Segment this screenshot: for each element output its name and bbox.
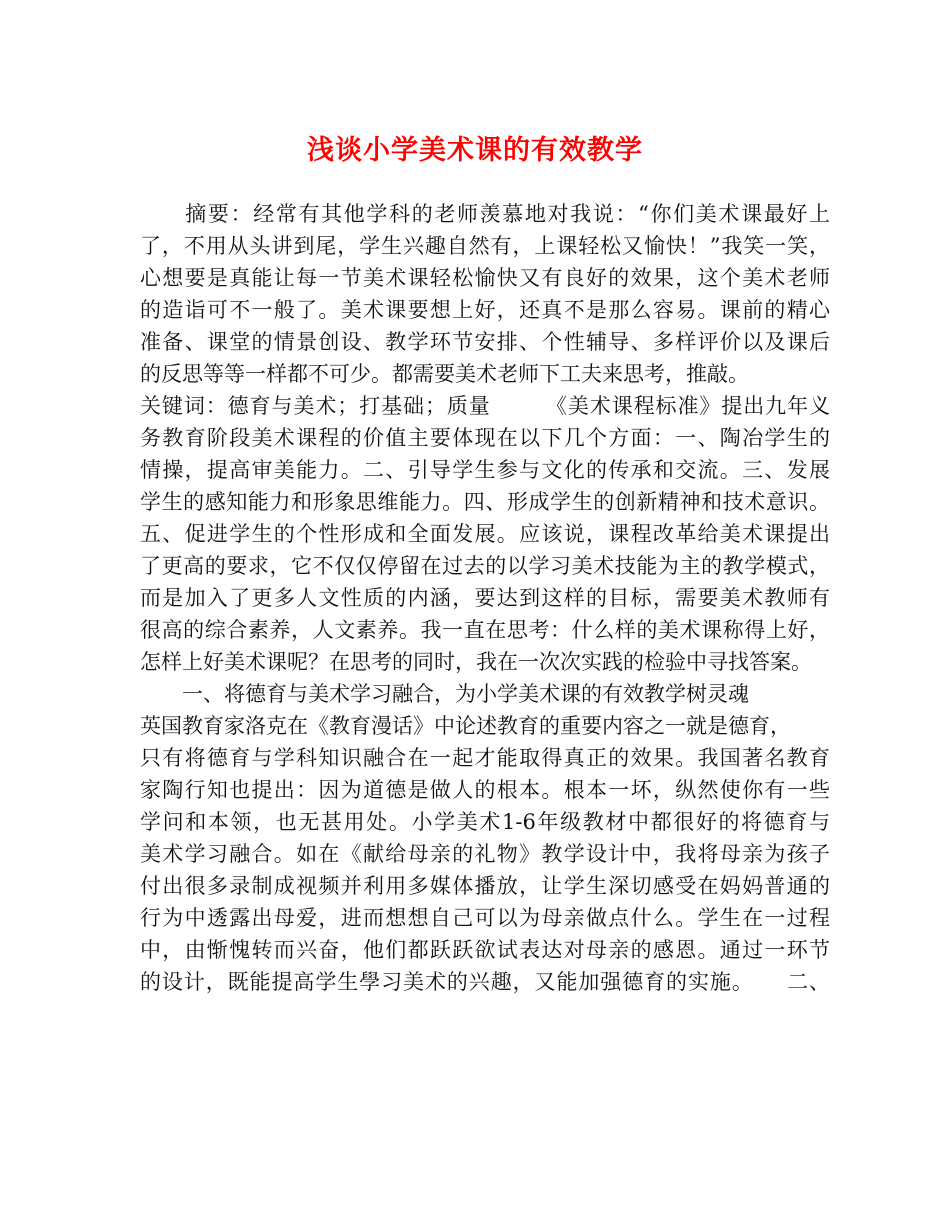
body-line: 心想要是真能让每一节美术课轻松愉快又有良好的效果，这个美术老师	[140, 266, 830, 290]
body-line: 的反思等等一样都不可少。都需要美术老师下工夫来思考，推敲。	[140, 362, 749, 386]
body-line: 家陶行知也提出：因为道德是做人的根本。根本一坏，纵然使你有一些	[140, 778, 830, 802]
body-line: 关键词：德育与美术；打基础；质量 《美术课程标准》提出九年义	[140, 394, 830, 418]
body-line: 摘要：经常有其他学科的老师羡慕地对我说：“你们美术课最好上	[140, 202, 830, 226]
body-line: 怎样上好美术课呢？在思考的同时，我在一次次实践的检验中寻找答案。	[140, 650, 812, 674]
body-line: 而是加入了更多人文性质的内涵，要达到这样的目标，需要美术教师有	[140, 586, 830, 610]
body-line: 学问和本领，也无甚用处。小学美术1-6年级教材中都很好的将德育与	[140, 810, 830, 834]
body-line: 务教育阶段美术课程的价值主要体现在以下几个方面：一、陶冶学生的	[140, 426, 830, 450]
body-line: 学生的感知能力和形象思维能力。四、形成学生的创新精神和技术意识。	[140, 490, 830, 514]
body-line: 五、促进学生的个性形成和全面发展。应该说，课程改革给美术课提出	[140, 522, 830, 546]
body-line: 的设计，既能提高学生學习美术的兴趣，又能加强德育的实施。 二、	[140, 970, 830, 994]
body-line: 很高的综合素养，人文素养。我一直在思考：什么样的美术课称得上好，	[140, 618, 830, 642]
body-line: 行为中透露出母爱，进而想想自己可以为母亲做点什么。学生在一过程	[140, 906, 830, 930]
body-line: 了，不用从头讲到尾，学生兴趣自然有，上课轻松又愉快！”我笑一笑，	[140, 234, 830, 258]
body-line: 的造诣可不一般了。美术课要想上好，还真不是那么容易。课前的精心	[140, 298, 830, 322]
body-line: 付出很多录制成视频并利用多媒体播放，让学生深切感受在妈妈普通的	[140, 874, 830, 898]
body-line: 一、将德育与美术学习融合，为小学美术课的有效教学树灵魂	[140, 682, 749, 706]
body-line: 准备、课堂的情景创设、教学环节安排、个性辅导、多样评价以及课后	[140, 330, 830, 354]
document-title: 浅谈小学美术课的有效教学	[307, 135, 643, 166]
body-line: 中，由惭愧转而兴奋，他们都跃跃欲试表达对母亲的感恩。通过一环节	[140, 938, 830, 962]
body-line: 了更高的要求，它不仅仅停留在过去的以学习美术技能为主的教学模式，	[140, 554, 830, 578]
body-line: 只有将德育与学科知识融合在一起才能取得真正的效果。我国著名教育	[140, 746, 830, 770]
document-body	[140, 198, 830, 998]
body-line: 情操，提高审美能力。二、引导学生参与文化的传承和交流。三、发展	[140, 458, 830, 482]
body-line: 英国教育家洛克在《教育漫话》中论述教育的重要内容之一就是德育，	[140, 714, 791, 738]
body-line: 美术学习融合。如在《献给母亲的礼物》教学设计中，我将母亲为孩子	[140, 842, 830, 866]
